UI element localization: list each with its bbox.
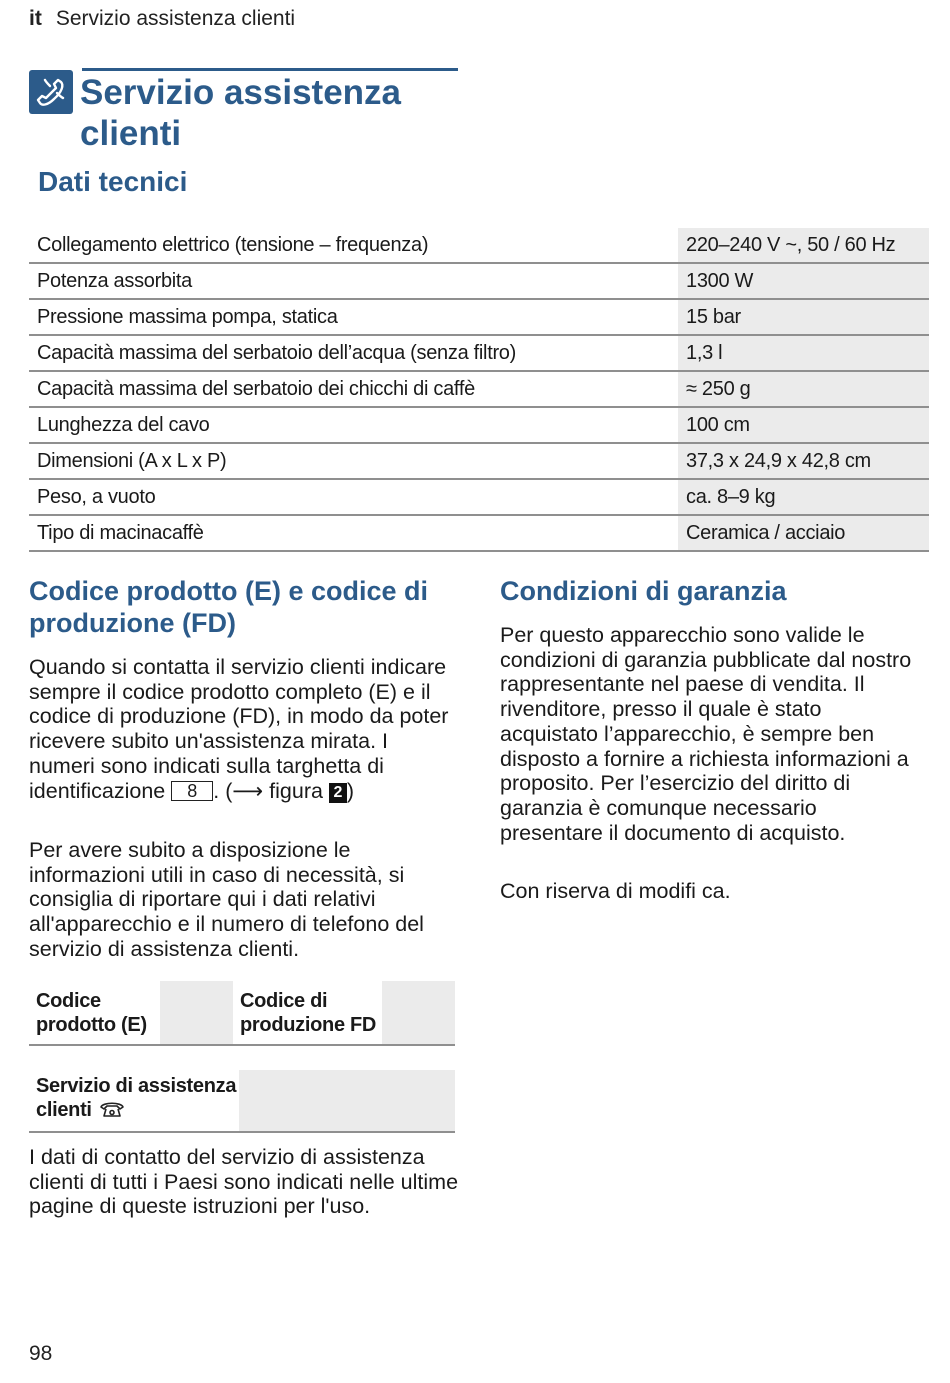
- production-code-label: Codice di produzione FD: [240, 990, 377, 1036]
- figure-number-badge: 2: [329, 783, 347, 803]
- production-code-field: [382, 981, 455, 1044]
- service-phone-field: [239, 1070, 455, 1131]
- divider: [29, 1044, 455, 1046]
- product-code-field: [160, 981, 233, 1044]
- spec-value: 1,3 l: [678, 335, 929, 371]
- divider: [29, 1131, 455, 1133]
- table-row: [29, 443, 929, 479]
- figure-reference-text: . (⟶ figura: [213, 778, 323, 803]
- codes-paragraph-1: [29, 655, 459, 803]
- service-form: [29, 1070, 455, 1134]
- spec-value: 15 bar: [678, 299, 929, 335]
- table-row: [29, 263, 929, 299]
- spec-value: 37,3 x 24,9 x 42,8 cm: [678, 443, 929, 479]
- warranty-paragraph-2: Con riserva di modifi ca.: [500, 879, 731, 903]
- table-row: [29, 407, 929, 443]
- title-rule: [82, 68, 458, 71]
- warranty-heading: Condizioni di garanzia: [500, 576, 787, 606]
- product-code-form: [29, 981, 455, 1047]
- codes-paragraph-1-text: Quando si contatta il servizio clienti indicare sempre il codice prodotto completo (E) e il codice di produzione (FD), in modo da poter ricevere subito un'assistenza mirata. I numeri sono indicati sulla targhetta di identificazione: [29, 655, 449, 803]
- spec-label: Potenza assorbita: [29, 263, 670, 299]
- table-row: [29, 335, 929, 371]
- service-label-text: Servizio di assistenza clienti: [36, 1075, 237, 1121]
- rating-plate-callout: 8: [171, 781, 213, 801]
- spec-label: Peso, a vuoto: [29, 479, 670, 515]
- table-row: [29, 228, 929, 263]
- phone-handset-icon: [29, 70, 73, 114]
- codes-paragraph-3: I dati di contatto del servizio di assistenza clienti di tutti i Paesi sono indicati nelle ultime pagine di queste istruzioni per l'uso.: [29, 1145, 459, 1219]
- page-title: Servizio assistenza clienti: [80, 73, 401, 153]
- spec-value: Ceramica / acciaio: [678, 515, 929, 551]
- running-header: [29, 7, 295, 31]
- spec-label: Capacità massima del serbatoio dei chicchi di caffè: [29, 371, 670, 407]
- codes-heading: Codice prodotto (E) e codice di produzione (FD): [29, 576, 429, 638]
- spec-value: 1300 W: [678, 263, 929, 299]
- running-header-section: Servizio assistenza clienti: [55, 7, 296, 30]
- page-number: 98: [29, 1342, 53, 1365]
- spec-value: 220–240 V ~, 50 / 60 Hz: [678, 228, 929, 263]
- spec-value: ca. 8–9 kg: [678, 479, 929, 515]
- service-label: [36, 1074, 241, 1122]
- tech-data-table: [29, 228, 929, 552]
- table-row: [29, 299, 929, 335]
- codes-paragraph-2: Per avere subito a disposizione le informazioni utili in caso di necessità, si consiglia di riportare qui i dati relativi all'apparecchio e il numero di telefono del servizio di assistenza clienti.: [29, 838, 424, 961]
- table-row: [29, 515, 929, 551]
- warranty-paragraph-1: Per questo apparecchio sono valide le condizioni di garanzia pubblicate dal nostro rappresentante nel paese di vendita. Il rivenditore, presso il quale è stato acquistato l’apparecchio, è sempre ben disposto a fornire a richiesta informazioni a proposito. Per l’esercizio del diritto di garanzia è comunque necessario presentare il documento di acquisto.: [500, 623, 912, 845]
- codes-paragraph-1-end: ): [346, 778, 355, 803]
- spec-value: ≈ 250 g: [678, 371, 929, 407]
- spec-label: Tipo di macinacaffè: [29, 515, 670, 551]
- spec-value: 100 cm: [678, 407, 929, 443]
- product-code-label: Codice prodotto (E): [36, 990, 147, 1036]
- table-row: [29, 371, 929, 407]
- spec-label: Collegamento elettrico (tensione – frequenza): [29, 228, 670, 263]
- telephone-icon: [99, 1100, 125, 1118]
- language-code: it: [29, 7, 42, 30]
- spec-label: Capacità massima del serbatoio dell’acqua (senza filtro): [29, 335, 670, 371]
- spec-label: Lunghezza del cavo: [29, 407, 670, 443]
- tech-data-heading: Dati tecnici: [38, 166, 188, 197]
- spec-label: Dimensioni (A x L x P): [29, 443, 670, 479]
- table-row: [29, 479, 929, 515]
- spec-label: Pressione massima pompa, statica: [29, 299, 670, 335]
